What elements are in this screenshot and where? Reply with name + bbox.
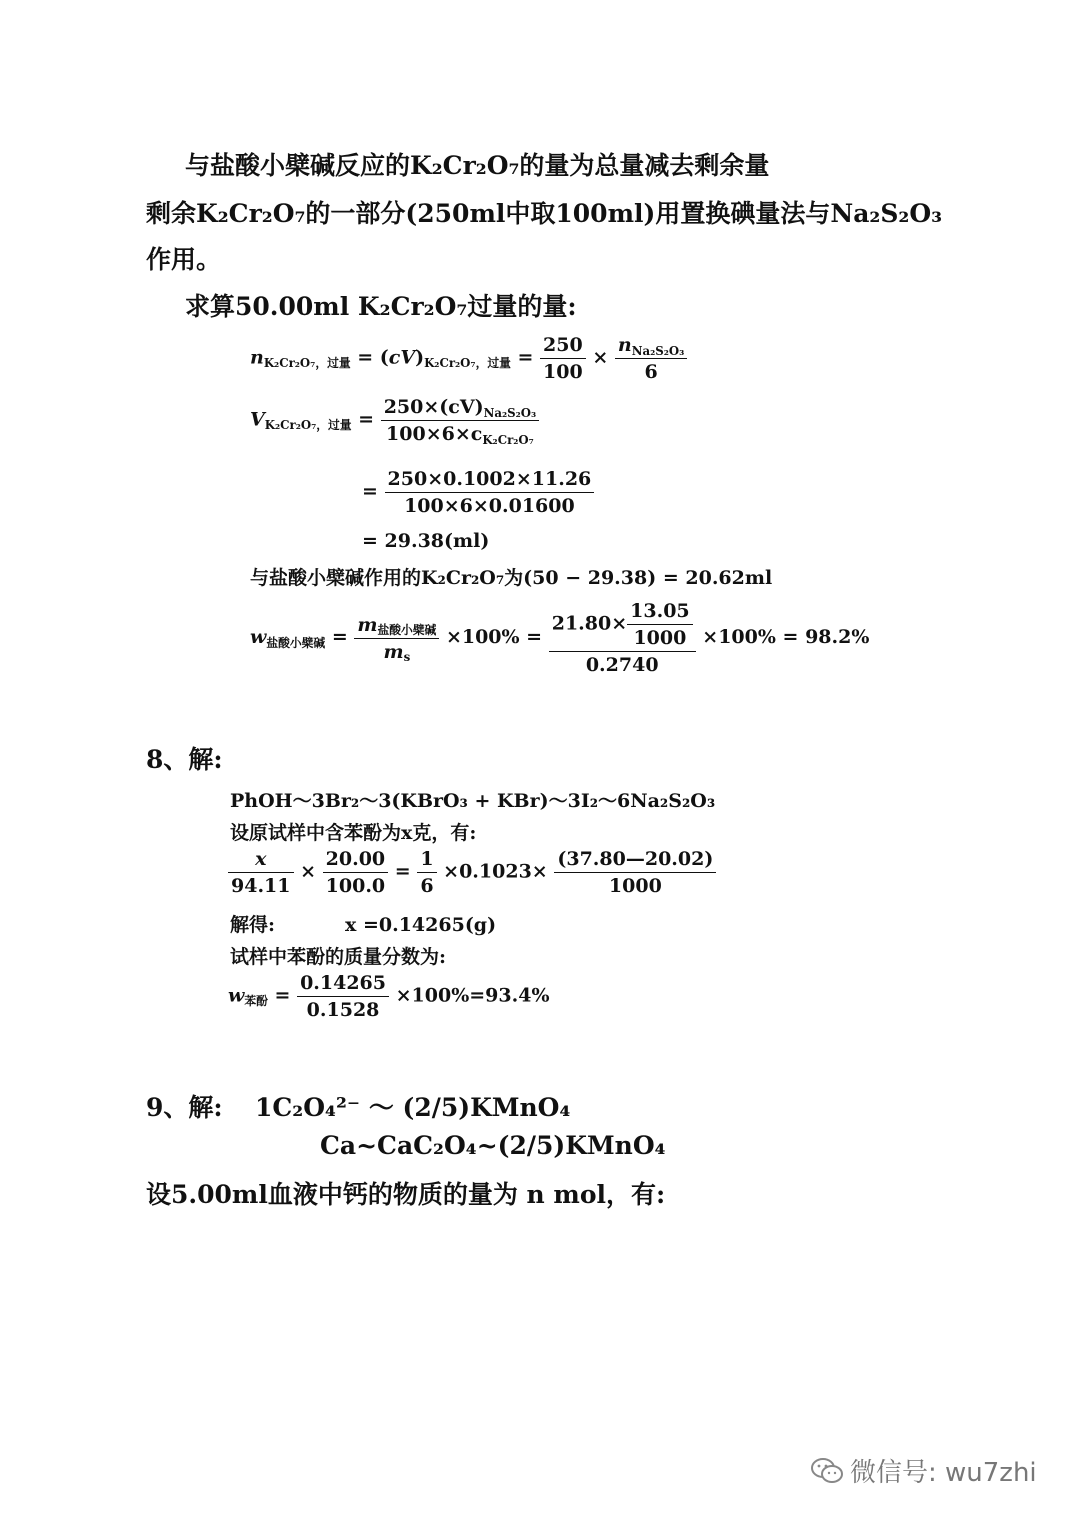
paragraph-3: 作用。 — [146, 245, 222, 274]
equation-v-excess: VK₂Cr₂O₇，过量 = $\frac{\text{250×(cV)Na₂S₂O₃}}{\text{100×6×cK₂Cr₂O₇}}$ — [250, 396, 539, 445]
paragraph-2: 剩余K₂Cr₂O₇的一部分(250ml中取100ml)用置换碘量法与Na₂S₂O₃ — [146, 199, 943, 228]
section-8-relation: PhOH～3Br₂～3(KBrO₃ + KBr)～3I₂～6Na₂S₂O₃ — [230, 790, 716, 812]
section-8-equation: $\frac{x}{94.11}$ × $\frac{20.00}{100.0}$ = $\frac{1}{6}$ ×0.1023× $\frac{(37.80—20.02)}{1000}$ — [228, 848, 716, 897]
equation-v-numeric: = $\frac{250\times 0.1002\times 11.26}{100\times 6\times 0.01600}$ — [362, 468, 594, 517]
section-8-heading: 8、解: — [146, 745, 223, 774]
paragraph-1: 与盐酸小檗碱反应的K₂Cr₂O₇的量为总量减去剩余量 — [185, 151, 770, 180]
fraction: $\frac{\text{nNa₂S₂O₃}}{6}$ — [615, 334, 687, 383]
section-8-setup: 设原试样中含苯酚为x克，有: — [230, 822, 477, 844]
fraction: $\frac{\text{m盐酸小檗碱}}{ms}$ — [354, 614, 439, 663]
equation-v-result: = 29.38(ml) — [362, 530, 490, 552]
fraction: 21.80× $\frac{13.05}{1000}$ 0.2740 — [549, 600, 696, 676]
equation-berberine-volume: 与盐酸小檗碱作用的K₂Cr₂O₇为(50 − 29.38) = 20.62ml — [250, 567, 773, 589]
section-8-w-phenol: w苯酚 = $\frac{0.14265}{0.1528}$ ×100%=93.4% — [228, 972, 550, 1021]
watermark — [810, 1452, 1037, 1489]
fraction: $\frac{250}{100}$ — [540, 334, 586, 383]
paragraph-4: 求算50.00ml K₂Cr₂O₇过量的量: — [185, 292, 577, 321]
wechat-icon — [810, 1457, 844, 1485]
fraction: $\frac{250\times 0.1002\times 11.26}{100\times 6\times 0.01600}$ — [385, 468, 595, 517]
section-9-heading: 9、解: — [146, 1093, 223, 1122]
section-9-setup: 设5.00ml血液中钙的物质的量为 n mol，有: — [146, 1180, 666, 1209]
fraction: $\frac{\text{250×(cV)Na₂S₂O₃}}{\text{100×6×cK₂Cr₂O₇}}$ — [381, 396, 539, 445]
section-8-fraction-label: 试样中苯酚的质量分数为: — [230, 946, 447, 968]
section-9-relation-2: Ca~CaC₂O₄~(2/5)KMnO₄ — [320, 1131, 666, 1160]
equation-w-berberine: w盐酸小檗碱 = $\frac{\text{m盐酸小檗碱}}{ms}$ ×100% = 21.80× $\frac{13.05}{1000}$ 0.2740 ×100% = 98.2% — [250, 600, 870, 676]
watermark-text: 微信号: wu7zhi — [850, 1458, 1037, 1488]
section-8-solve: 解得: x =0.14265(g) — [230, 914, 497, 936]
section-9-relation-1: 1C₂O₄²⁻ ～ (2/5)KMnO₄ — [255, 1093, 571, 1122]
equation-n-excess: nK₂Cr₂O₇，过量 = (cV)K₂Cr₂O₇，过量 = $\frac{250}{100}$ × $\frac{\text{nNa₂S₂O₃}}{6}$ — [250, 334, 687, 383]
